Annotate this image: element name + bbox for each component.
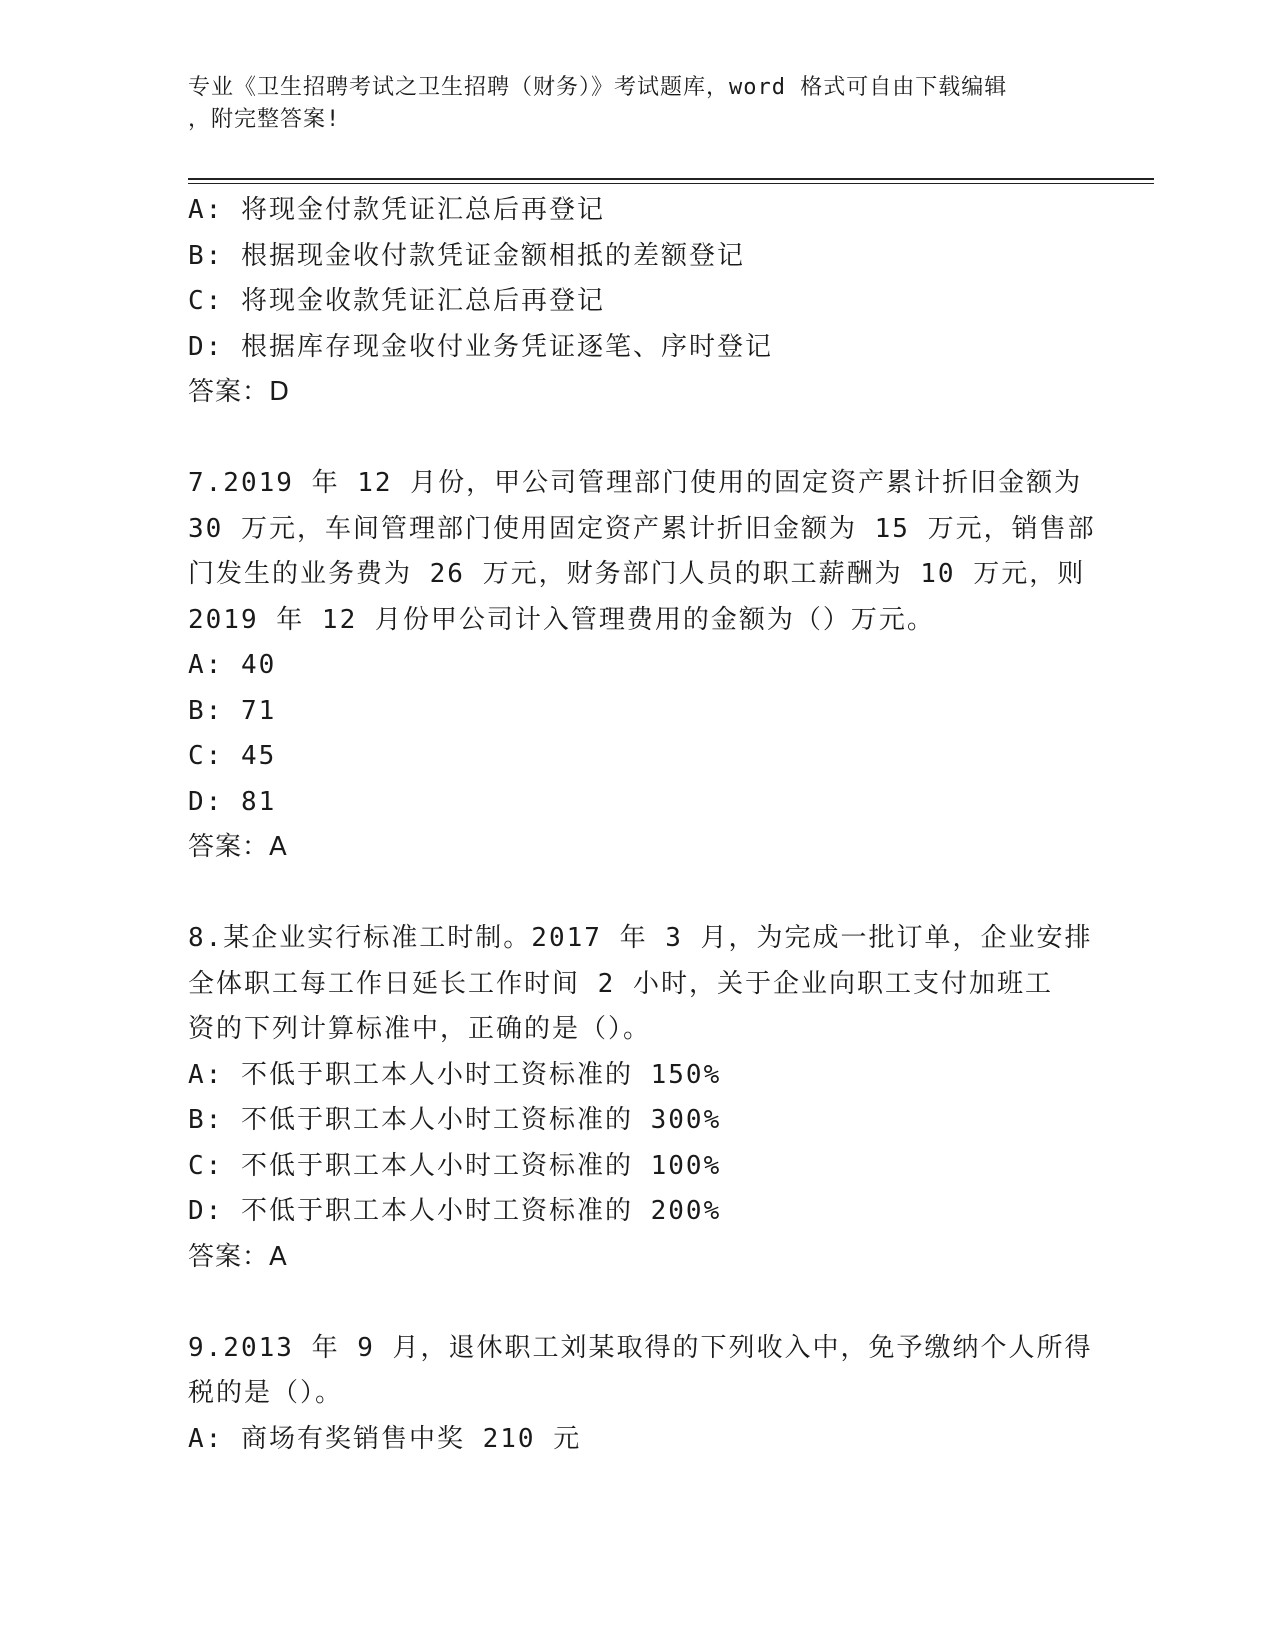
spacer: [188, 871, 1088, 917]
question-stem-line: 全体职工每工作日延长工作时间 2 小时，关于企业向职工支付加班工: [188, 968, 1053, 999]
question-8: [188, 916, 1093, 1280]
option-b: B: 根据现金收付款凭证金额相抵的差额登记: [188, 240, 745, 271]
question-stem-line: 门发生的业务费为 26 万元，财务部门人员的职工薪酬为 10 万元，则: [188, 559, 1086, 589]
header-line-2: ，附完整答案!: [188, 107, 341, 132]
question-stem-line: 8.某企业实行标准工时制。2017 年 3 月，为完成一批订单，企业安排: [188, 923, 1093, 953]
answer-line: 答案：A: [188, 1241, 288, 1272]
question-stem-line: 资的下列计算标准中，正确的是（）。: [188, 1014, 652, 1044]
spacer: [188, 1280, 1088, 1326]
spacer: [188, 416, 1088, 462]
question-stem-line: 税的是（）。: [188, 1378, 344, 1408]
option-a: A: 商场有奖销售中奖 210 元: [188, 1423, 582, 1454]
option-a: A: 不低于职工本人小时工资标准的 150%: [188, 1059, 722, 1090]
option-d: D: 不低于职工本人小时工资标准的 200%: [188, 1196, 722, 1226]
header-rule-thin: [188, 183, 1154, 184]
answer-line: 答案：D: [188, 377, 291, 407]
option-a: A: 40: [188, 650, 277, 680]
question-stem-line: 2019 年 12 月份甲公司计入管理费用的金额为（）万元。: [188, 604, 935, 635]
question-stem-line: 7.2019 年 12 月份，甲公司管理部门使用的固定资产累计折旧金额为: [188, 468, 1083, 498]
document-body: [188, 188, 1096, 1462]
header-rule-thick: [188, 178, 1154, 180]
option-b: B: 71: [188, 695, 277, 726]
document-header: [188, 72, 1068, 136]
option-c: C: 不低于职工本人小时工资标准的 100%: [188, 1150, 722, 1181]
option-b: B: 不低于职工本人小时工资标准的 300%: [188, 1105, 722, 1135]
answer-line: 答案：A: [188, 832, 288, 862]
option-a: A: 将现金付款凭证汇总后再登记: [188, 195, 605, 225]
question-stem-line: 30 万元，车间管理部门使用固定资产累计折旧金额为 15 万元，销售部: [188, 513, 1096, 544]
option-c: C: 将现金收款凭证汇总后再登记: [188, 286, 605, 316]
question-9: [188, 1326, 1093, 1463]
option-c: C: 45: [188, 741, 277, 771]
question-7: [188, 461, 1096, 871]
option-d: D: 81: [188, 786, 277, 817]
question-stem-line: 9.2013 年 9 月，退休职工刘某取得的下列收入中，免予缴纳个人所得: [188, 1332, 1093, 1363]
question-6: [188, 188, 1088, 416]
header-line-1: 专业《卫生招聘考试之卫生招聘（财务）》考试题库，word 格式可自由下载编辑: [188, 75, 1008, 100]
option-d: D: 根据库存现金收付业务凭证逐笔、序时登记: [188, 331, 773, 362]
